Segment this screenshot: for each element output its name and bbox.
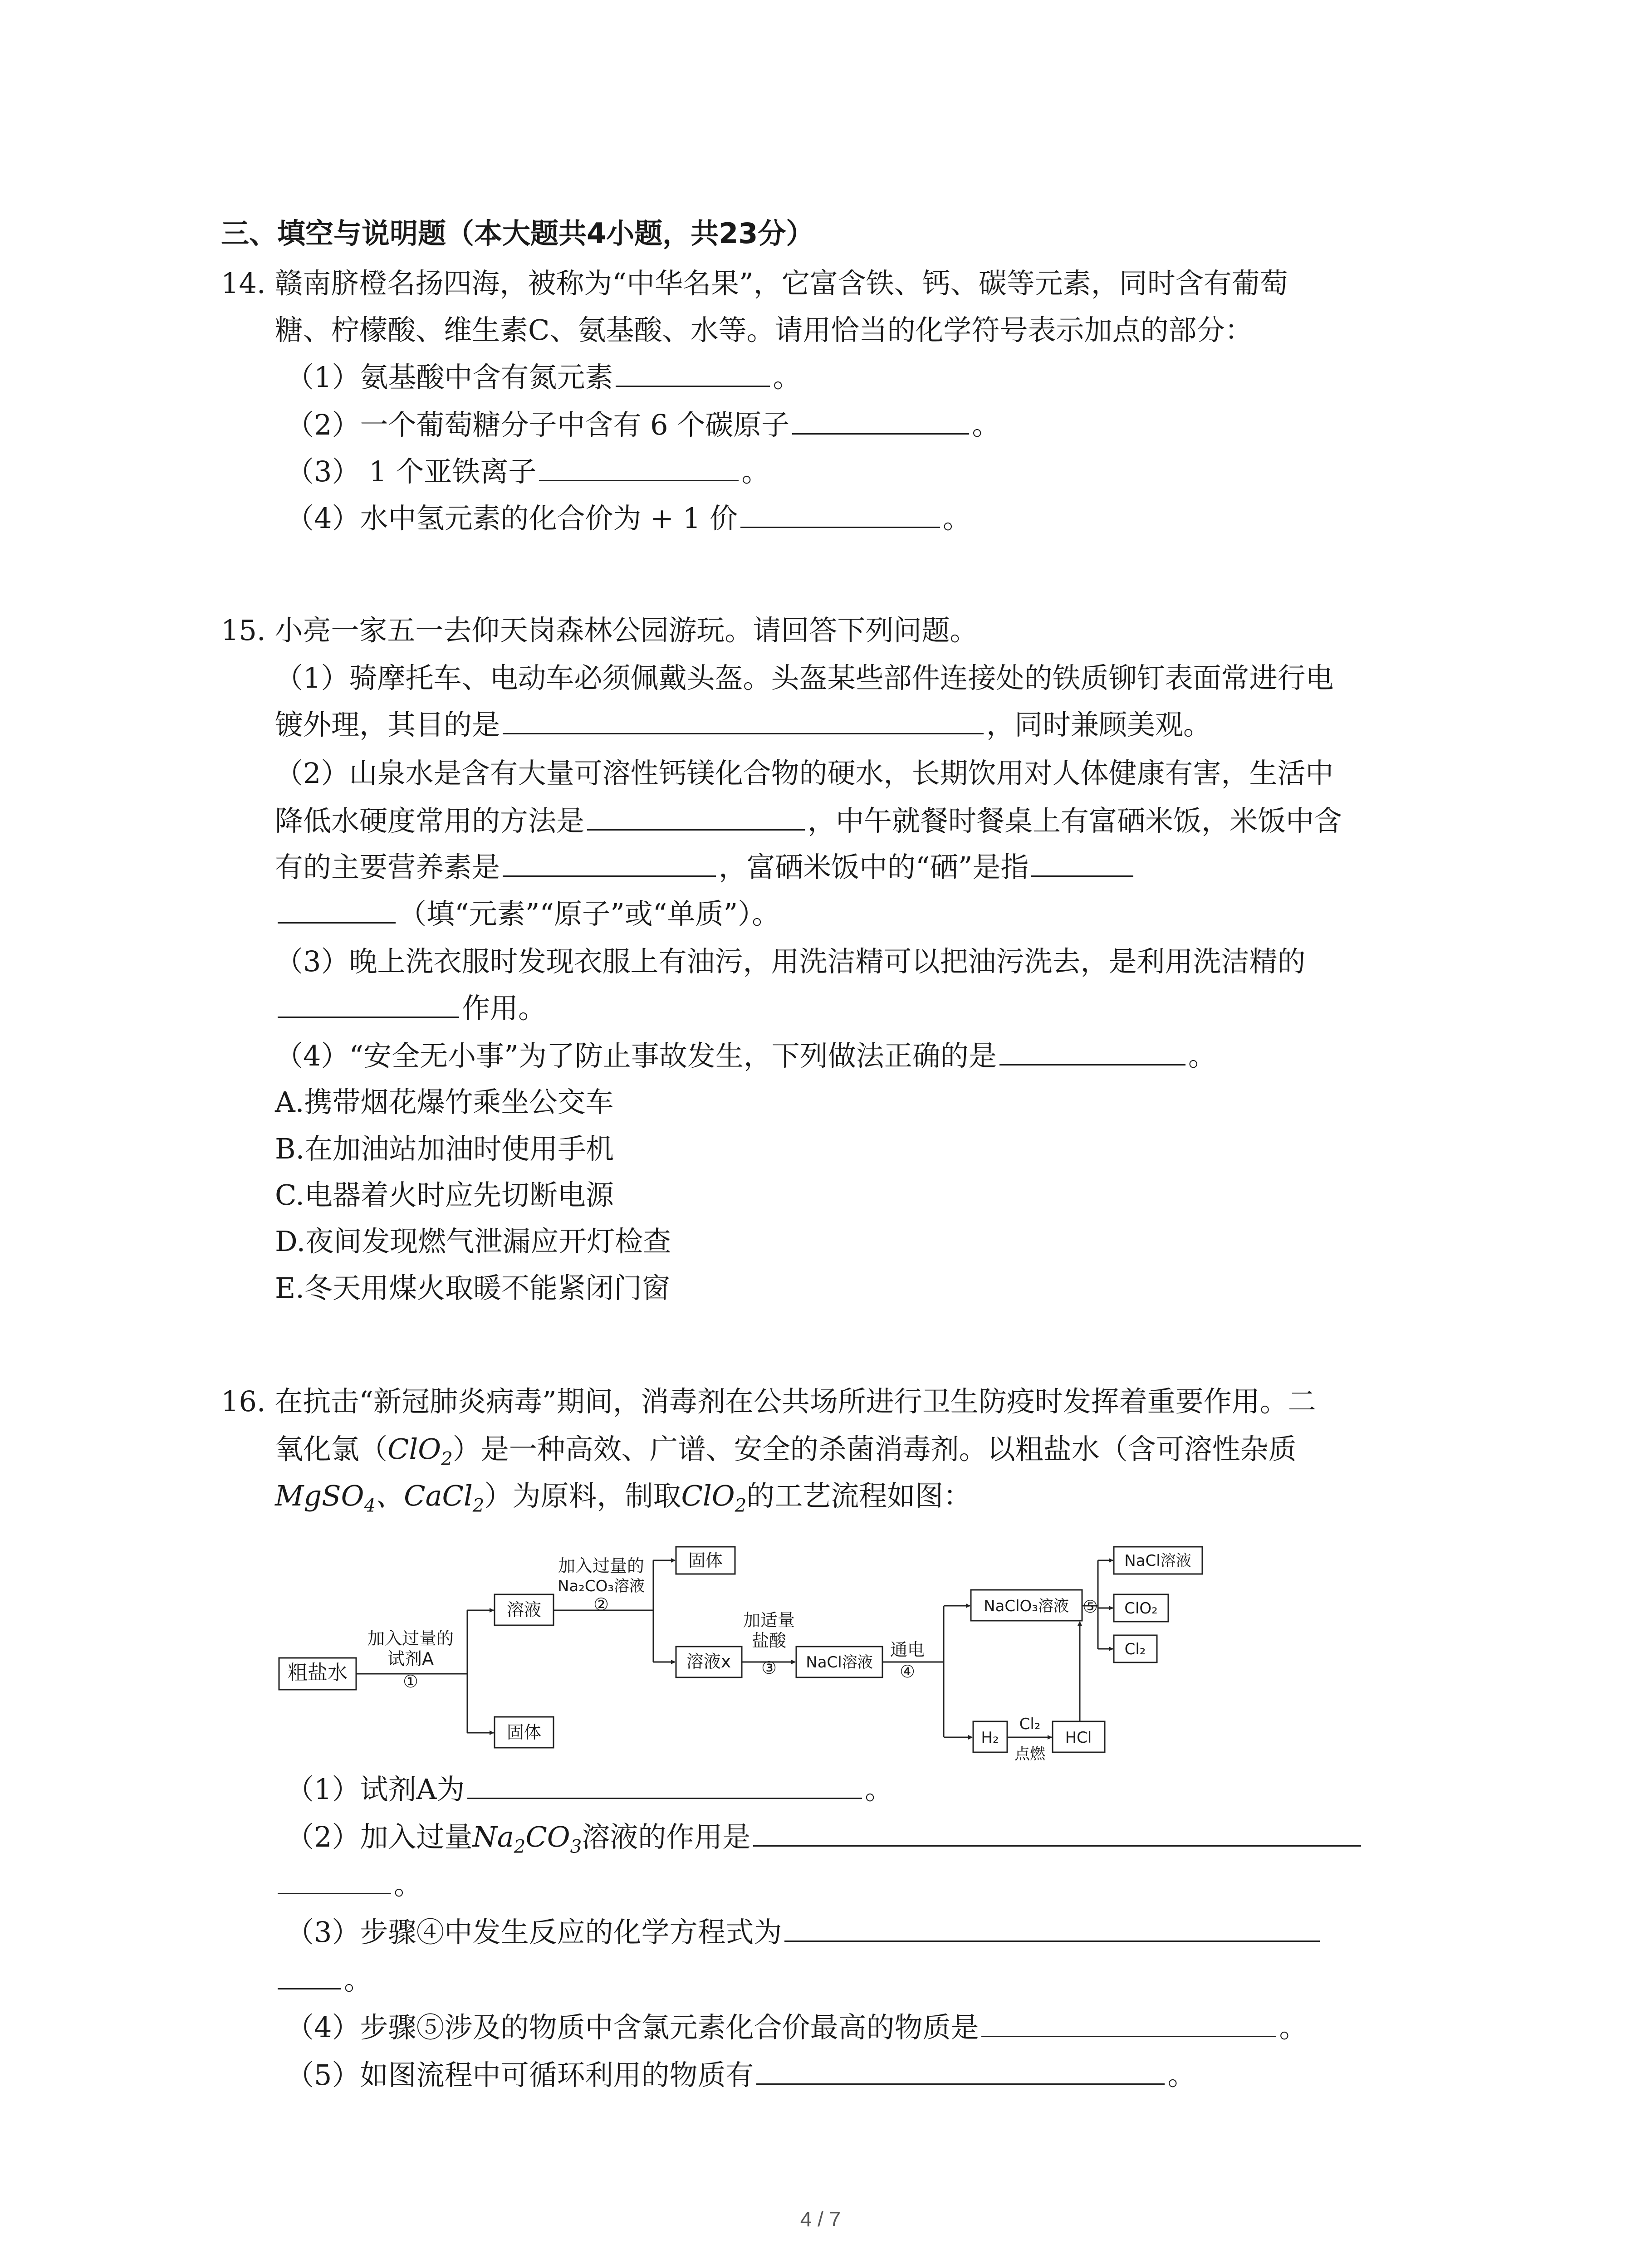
flow-electrolysis: 通电 <box>890 1640 925 1660</box>
q16-answer3-blank-part1[interactable] <box>784 1914 1320 1942</box>
q15-p4: （4）“安全无小事”为了防止事故发生，下列做法正确的是 。 <box>275 1038 1216 1074</box>
q15-answer3-blank[interactable] <box>503 849 716 877</box>
flow-naclo3: NaClO₃溶液 <box>984 1597 1069 1615</box>
q16-answer4-blank[interactable] <box>981 2009 1276 2037</box>
flow-solution-x: 溶液x <box>686 1652 731 1672</box>
q15-p3-line2: 作用。 <box>275 990 546 1026</box>
q14-sub1: （1）氨基酸中含有氮元素 。 <box>286 359 801 396</box>
q15-option-d: D.夜间发现燃气泄漏应开灯检查 <box>275 1225 671 1258</box>
q14-sub3: （3） 1 个亚铁离子 。 <box>286 454 769 490</box>
q14-answer4-blank[interactable] <box>740 500 940 528</box>
q16-sub2-line1: （2）加入过量$Na_2CO_3$溶液的作用是 <box>286 1819 1364 1865</box>
flow-reagent-a-line1: 加入过量的 <box>367 1628 454 1648</box>
q16-stem-line3: MgSO$_4$、CaCl$_2$）为原料，制取ClO$_2$的工艺流程如图： <box>275 1479 972 1516</box>
q15-answer1-blank[interactable] <box>503 707 984 734</box>
q15-answer2-blank[interactable] <box>587 803 805 831</box>
q15-option-c: C.电器着火时应先切断电源 <box>275 1178 614 1212</box>
process-flow-diagram <box>272 1538 1216 1774</box>
q14-answer3-blank[interactable] <box>539 454 739 481</box>
q15-p3-line1: （3）晚上洗衣服时发现衣服上有油污，用洗洁精可以把油污洗去，是利用洗洁精的 <box>275 945 1306 978</box>
flow-cl2-out: Cl₂ <box>1124 1640 1146 1658</box>
q15-p2-line1: （2）山泉水是含有大量可溶性钙镁化合物的硬水，长期饮用对人体健康有害，生活中 <box>275 757 1334 790</box>
q14-stem-line1 <box>221 265 1288 302</box>
q16-sub3-line2: 。 <box>275 1962 372 1998</box>
q16-stem-line2: 氧化氯（ClO$_2$）是一种高效、广谱、安全的杀菌消毒剂。以粗盐水（含可溶性杂质 <box>275 1432 1297 1470</box>
q16-answer2-blank-part2[interactable] <box>278 1867 391 1894</box>
q16-stem-line1: 16. 在抗击“新冠肺炎病毒”期间，消毒剂在公共场所进行卫生防疫时发挥着重要作用。二 <box>221 1385 1316 1418</box>
flow-na2co3-line1: 加入过量的 <box>558 1556 645 1576</box>
flow-na2co3-line2: Na₂CO₃溶液 <box>557 1577 645 1595</box>
q14-answer2-blank[interactable] <box>792 407 969 435</box>
q15-stem: 15. 小亮一家五一去仰天岗森林公园游玩。请回答下列问题。 <box>221 614 978 647</box>
q14-stem2: 糖、柠檬酸、维生素C、氨基酸、水等。请用恰当的化学符号表示加点的部分： <box>275 313 1253 347</box>
flow-solid-bottom: 固体 <box>506 1722 542 1742</box>
q15-number: 15. <box>221 614 266 647</box>
page-number: 4 / 7 <box>800 2207 841 2231</box>
flow-reagent-a-line2: 试剂A <box>387 1649 434 1669</box>
q15-answer4-blank-part2[interactable] <box>278 896 396 924</box>
q15-p2-line4: （填“元素”“原子”或“单质”）。 <box>275 896 780 932</box>
q14-sub4: （4）水中氢元素的化合价为 + 1 价 。 <box>286 500 971 537</box>
flow-step5: ⑤ <box>1082 1597 1098 1617</box>
section-title: 三、填空与说明题（本大题共4小题，共23分） <box>221 217 814 250</box>
q16-sub5: （5）如图流程中可循环利用的物质有 。 <box>286 2057 1195 2093</box>
flow-ignite: 点燃 <box>1014 1745 1045 1763</box>
q14-sub2: （2）一个葡萄糖分子中含有 6 个碳原子 。 <box>286 407 1000 443</box>
q15-option-b: B.在加油站加油时使用手机 <box>275 1132 614 1165</box>
q16-answer1-blank[interactable] <box>467 1771 862 1799</box>
flow-step3: ③ <box>761 1658 777 1678</box>
flow-solution: 溶液 <box>506 1600 542 1620</box>
q15-p1-line2: 镀外理，其目的是 ，同时兼顾美观。 <box>275 707 1211 743</box>
flow-clo2: ClO₂ <box>1124 1599 1158 1618</box>
flow-hcl-box: HCl <box>1065 1729 1092 1747</box>
q15-answer6-blank[interactable] <box>999 1038 1185 1066</box>
flow-hcl-line1: 加适量 <box>743 1610 795 1630</box>
q16-answer3-blank-part2[interactable] <box>278 1962 341 1989</box>
q15-answer5-blank[interactable] <box>278 990 459 1018</box>
q14-stem1: 赣南脐橙名扬四海，被称为“中华名果”，它富含铁、钙、碳等元素，同时含有葡萄 <box>274 267 1288 300</box>
flow-cl2-in: Cl₂ <box>1019 1715 1041 1733</box>
flow-nacl-out: NaCl溶液 <box>1124 1552 1191 1570</box>
flow-h2: H₂ <box>981 1729 999 1747</box>
q14-answer1-blank[interactable] <box>616 359 770 387</box>
q15-option-e: E.冬天用煤火取暖不能紧闭门窗 <box>275 1271 670 1305</box>
flow-step4: ④ <box>899 1662 916 1681</box>
q16-sub2-line2: 。 <box>275 1867 422 1903</box>
flow-step1: ① <box>402 1672 419 1691</box>
q16-number: 16. <box>221 1385 266 1418</box>
q14-number: 14. <box>221 267 266 300</box>
q16-answer2-blank-part1[interactable] <box>753 1819 1361 1847</box>
flow-solid-top: 固体 <box>688 1550 723 1570</box>
q16-answer5-blank[interactable] <box>756 2057 1165 2085</box>
q15-answer4-blank-part1[interactable] <box>1031 849 1133 877</box>
q15-p2-line3: 有的主要营养素是 ，富硒米饭中的“硒”是指 <box>275 849 1136 885</box>
q15-p1-line1: （1）骑摩托车、电动车必须佩戴头盔。头盔某些部件连接处的铁质铆钉表面常进行电 <box>275 661 1334 694</box>
q16-sub3-line1: （3）步骤④中发生反应的化学方程式为 <box>286 1914 1323 1950</box>
flow-hcl-line2: 盐酸 <box>751 1631 787 1651</box>
flow-nacl: NaCl溶液 <box>806 1653 873 1672</box>
q15-option-a: A.携带烟花爆竹乘坐公交车 <box>275 1085 614 1119</box>
flow-brine: 粗盐水 <box>288 1661 348 1684</box>
flow-step2: ② <box>593 1594 609 1614</box>
q16-sub4: （4）步骤⑤涉及的物质中含氯元素化合价最高的物质是 。 <box>286 2009 1307 2046</box>
q15-p2-line2: 降低水硬度常用的方法是 ，中午就餐时餐桌上有富硒米饭，米饭中含 <box>275 803 1342 839</box>
q16-sub1: （1）试剂A为 。 <box>286 1771 893 1808</box>
